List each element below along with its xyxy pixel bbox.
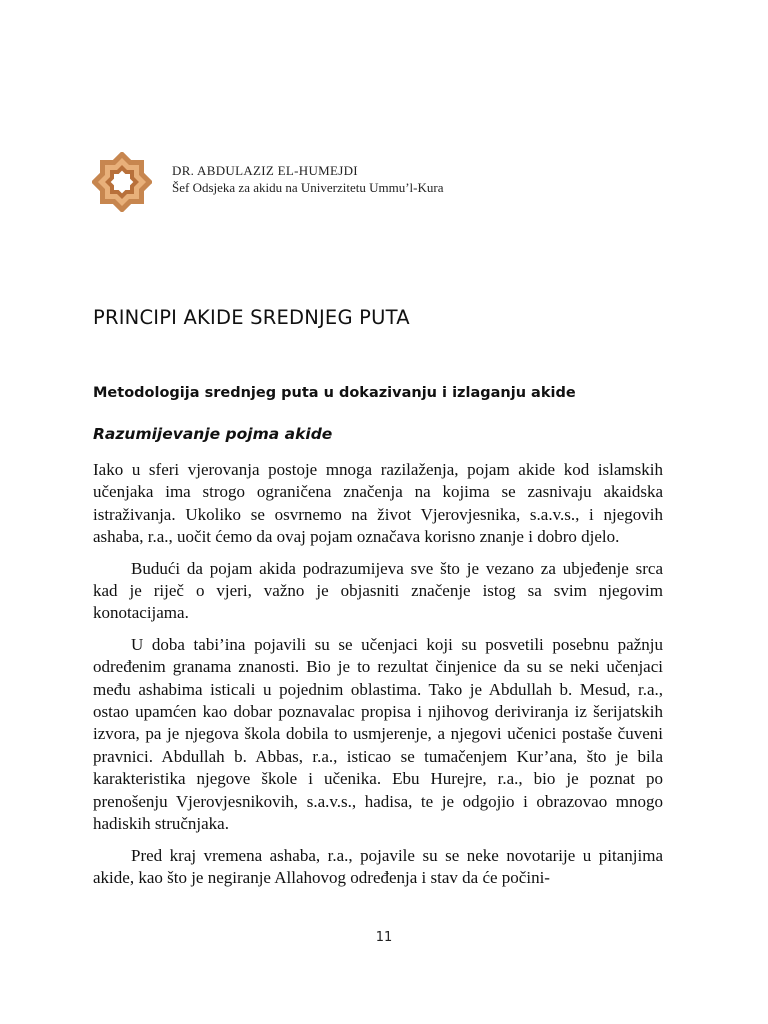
paragraph: Iako u sferi vjerovanja postoje mnoga razilaženja, pojam akide kod islamskih učenjaka ima strogo ograničena značenja na kojima se zasnivaju akaidska istraživanja. Ukoliko se osvrnemo na život Vjerovjesnika, s.a.v.s., i njegovih ashaba, r.a., uočit ćemo da ovaj pojam označava korisno znanje i dobro djelo.: [93, 460, 663, 547]
subsection-heading: Razumijevanje pojma akide: [93, 425, 333, 443]
chapter-title: PRINCIPI AKIDE SREDNJEG PUTA: [93, 306, 410, 329]
paragraph: Budući da pojam akida podrazumijeva sve što je vezano za ubjeđenje srca kad je riječ o vjeri, važno je objasniti značenje istog sa svim njegovim konotacijama.: [93, 558, 663, 623]
paragraph: U doba tabi’ina pojavili su se učenjaci koji su posvetili posebnu pažnju određenim granama znanosti. Bio je to rezultat činjenice da su se neki učenjaci među ashabima isticali u pojednim oblastima. Tako je Abdullah b. Mesud, r.a., ostao upamćen kao dobar poznavalac propisa i njihovog deriviranja iz šerijatskih izvora, pa je njegova škola dobila to usmjerenje, a njegovi učenici postaše čuveni pravnici. Abdullah b. Abbas, r.a., isticao se tumačenjem Kur’ana, što je bila karakteristika njegove škole i učenika. Ebu Hurejre, r.a., bio je poznat po prenošenju Vjerovjesnikovih, s.a.v.s., hadisa, te je odgojio i obrazovao mnogo hadiskih stručnjaka.: [93, 634, 663, 834]
page-number: 11: [375, 930, 393, 945]
author-block: [172, 162, 443, 196]
body-text: [93, 459, 663, 898]
author-affiliation: Šef Odsjeka za akidu na Univerzitetu Ummu’l-Kura: [172, 180, 444, 195]
page-header: [92, 152, 692, 212]
paragraph: Pred kraj vremena ashaba, r.a., pojavile su se neke novotarije u pitanjima akide, kao što je negiranje Allahovog određenja i stav da će počini-: [93, 845, 663, 887]
eight-point-star-ornament-icon: [92, 152, 152, 212]
section-heading: Metodologija srednjeg puta u dokazivanju i izlaganju akide: [93, 385, 576, 401]
author-name: DR. ABDULAZIZ EL-HUMEJDI: [172, 163, 358, 178]
